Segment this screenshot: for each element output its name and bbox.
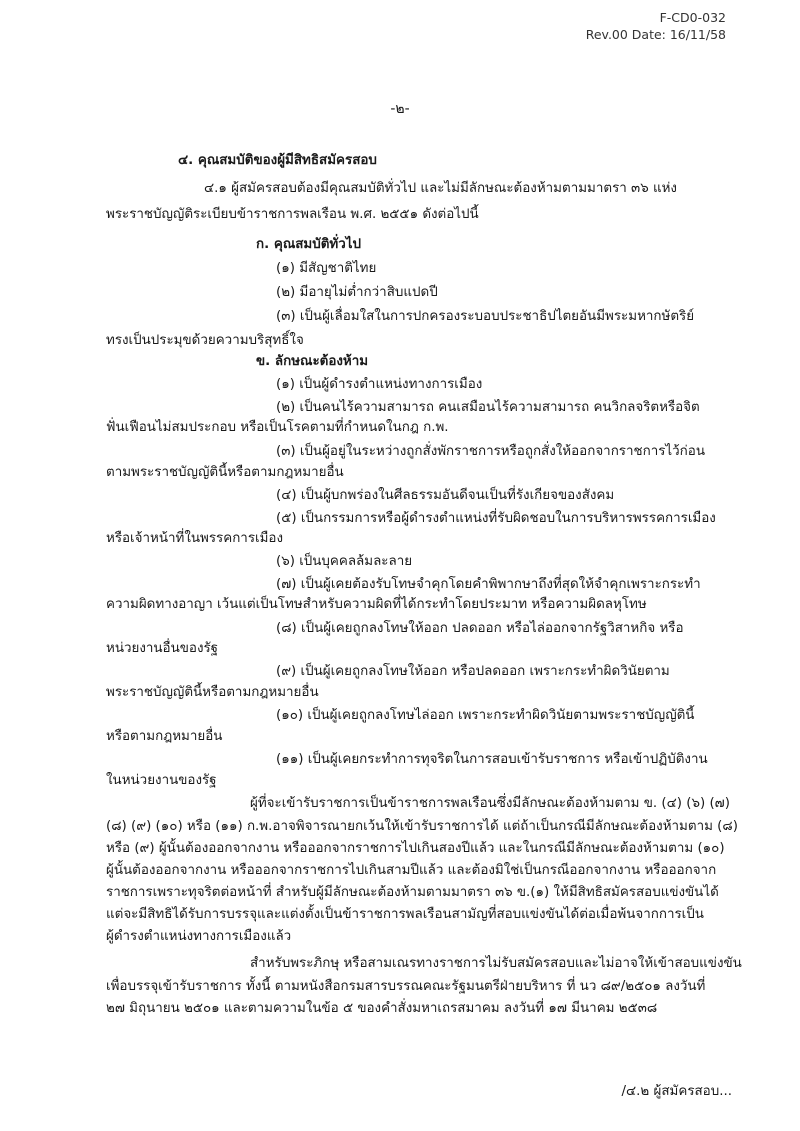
prohibited-item-8-line-2: หน่วยงานอื่นของรัฐ [106, 641, 219, 656]
exemption-para-line-1: ผู้ที่จะเข้ารับราชการเป็นข้าราชการพลเรือนซึ่งมีลักษณะต้องห้ามตาม ข. (๔) (๖) (๗) [250, 796, 730, 811]
prohibited-item-4: (๔) เป็นผู้บกพร่องในศีลธรรมอันดีจนเป็นที่รังเกียจของสังคม [276, 488, 615, 503]
prohibited-item-10-line-1: (๑๐) เป็นผู้เคยถูกลงโทษไล่ออก เพราะกระทำผิดวินัยตามพระราชบัญญัตินี้ [276, 708, 695, 723]
monk-para-line-2: เพื่อบรรจุเข้ารับราชการ ทั้งนี้ ตามหนังสือกรมสารบรรณคณะรัฐมนตรีฝ่ายบริหาร ที่ นว ๘๙/๒๕๐๑ ลงวันที่ [106, 979, 706, 994]
prohibited-item-5-line-2: หรือเจ้าหน้าที่ในพรรคการเมือง [106, 531, 283, 546]
section-heading: ๔. คุณสมบัติของผู้มีสิทธิสมัครสอบ [178, 153, 377, 168]
general-item-2: (๒) มีอายุไม่ต่ำกว่าสิบแปดปี [276, 285, 438, 300]
exemption-para-line-7: ผู้ดำรงตำแหน่งทางการเมืองแล้ว [106, 929, 292, 944]
exemption-para-line-4: ผู้นั้นต้องออกจากงาน หรือออกจากราชการไปเกินสามปีแล้ว และต้องมิใช่เป็นกรณีออกจากงาน หรือออกจาก [106, 863, 717, 878]
prohibited-item-5-line-1: (๕) เป็นกรรมการหรือผู้ดำรงตำแหน่งที่รับผิดชอบในการบริหารพรรคการเมือง [276, 511, 716, 526]
prohibited-item-3-line-1: (๓) เป็นผู้อยู่ในระหว่างถูกสั่งพักราชการหรือถูกสั่งให้ออกจากราชการไว้ก่อน [276, 444, 705, 459]
exemption-para-line-3: หรือ (๙) ผู้นั้นต้องออกจากงาน หรือออกจากราชการไปเกินสองปีแล้ว และในกรณีมีลักษณะต้องห้ามตาม (๑๐) [106, 841, 725, 856]
prohibited-item-8-line-1: (๘) เป็นผู้เคยถูกลงโทษให้ออก ปลดออก หรือไล่ออกจากรัฐวิสาหกิจ หรือ [276, 621, 684, 636]
prohibited-item-11-line-2: ในหน่วยงานของรัฐ [106, 773, 217, 788]
exemption-para-line-6: แต่จะมีสิทธิได้รับการบรรจุและแต่งตั้งเป็นข้าราชการพลเรือนสามัญที่สอบแข่งขันได้ต่อเมื่อพ้นจากการเป็น [106, 907, 704, 922]
prohibited-item-9-line-1: (๙) เป็นผู้เคยถูกลงโทษให้ออก หรือปลดออก เพราะกระทำผิดวินัยตาม [276, 664, 670, 679]
form-code: F-CD0-032 [659, 10, 726, 25]
prohibited-item-3-line-2: ตามพระราชบัญญัตินี้หรือตามกฎหมายอื่น [106, 465, 344, 480]
prohibited-item-6: (๖) เป็นบุคคลล้มละลาย [276, 554, 413, 569]
general-heading: ก. คุณสมบัติทั่วไป [256, 237, 362, 252]
monk-para-line-1: สำหรับพระภิกษุ หรือสามเณรทางราชการไม่รับสมัครสอบและไม่อาจให้เข้าสอบแข่งขัน [250, 956, 742, 971]
prohibited-item-9-line-2: พระราชบัญญัตินี้หรือตามกฎหมายอื่น [106, 685, 319, 700]
intro-line-2: พระราชบัญญัติระเบียบข้าราชการพลเรือน พ.ศ. ๒๕๕๑ ดังต่อไปนี้ [106, 207, 479, 222]
general-item-1: (๑) มีสัญชาติไทย [276, 261, 377, 276]
general-item-3-line-2: ทรงเป็นประมุขด้วยความบริสุทธิ์ใจ [106, 333, 304, 348]
prohibited-item-11-line-1: (๑๑) เป็นผู้เคยกระทำการทุจริตในการสอบเข้ารับราชการ หรือเข้าปฏิบัติงาน [276, 752, 708, 767]
exemption-para-line-5: ราชการเพราะทุจริตต่อหน้าที่ สำหรับผู้มีลักษณะต้องห้ามตามมาตรา ๓๖ ข.(๑) ให้มีสิทธิสมัครสอบแข่งขันได้ [106, 885, 719, 900]
continuation-note: /๔.๒ ผู้สมัครสอบ... [621, 1084, 732, 1099]
exemption-para-line-2: (๘) (๙) (๑๐) หรือ (๑๑) ก.พ.อาจพิจารณายกเว้นให้เข้ารับราชการได้ แต่ถ้าเป็นกรณีมีลักษณะต้องห้ามตาม (๘) [106, 819, 738, 834]
prohibited-item-7-line-1: (๗) เป็นผู้เคยต้องรับโทษจำคุกโดยคำพิพากษาถึงที่สุดให้จำคุกเพราะกระทำ [276, 577, 701, 592]
prohibited-item-7-line-2: ความผิดทางอาญา เว้นแต่เป็นโทษสำหรับความผิดที่ได้กระทำโดยประมาท หรือความผิดลหุโทษ [106, 597, 647, 612]
prohibited-item-1: (๑) เป็นผู้ดำรงตำแหน่งทางการเมือง [276, 377, 483, 392]
prohibited-item-10-line-2: หรือตามกฎหมายอื่น [106, 729, 223, 744]
monk-para-line-3: ๒๗ มิถุนายน ๒๕๐๑ และตามความในข้อ ๕ ของคำสั่งมหาเถรสมาคม ลงวันที่ ๑๗ มีนาคม ๒๕๓๘ [106, 1001, 658, 1016]
prohibited-item-2-line-2: ฟั่นเฟือนไม่สมประกอบ หรือเป็นโรคตามที่กำหนดในกฎ ก.พ. [106, 420, 449, 435]
prohibited-item-2-line-1: (๒) เป็นคนไร้ความสามารถ คนเสมือนไร้ความสามารถ คนวิกลจริตหรือจิต [276, 400, 700, 415]
general-item-3-line-1: (๓) เป็นผู้เลื่อมใสในการปกครองระบอบประชาธิปไตยอันมีพระมหากษัตริย์ [276, 309, 695, 324]
page-number: -๒- [390, 101, 410, 117]
revision-date: Rev.00 Date: 16/11/58 [585, 27, 726, 42]
intro-line-1: ๔.๑ ผู้สมัครสอบต้องมีคุณสมบัติทั่วไป และไม่มีลักษณะต้องห้ามตามมาตรา ๓๖ แห่ง [204, 181, 677, 196]
prohibited-heading: ข. ลักษณะต้องห้าม [256, 354, 369, 369]
